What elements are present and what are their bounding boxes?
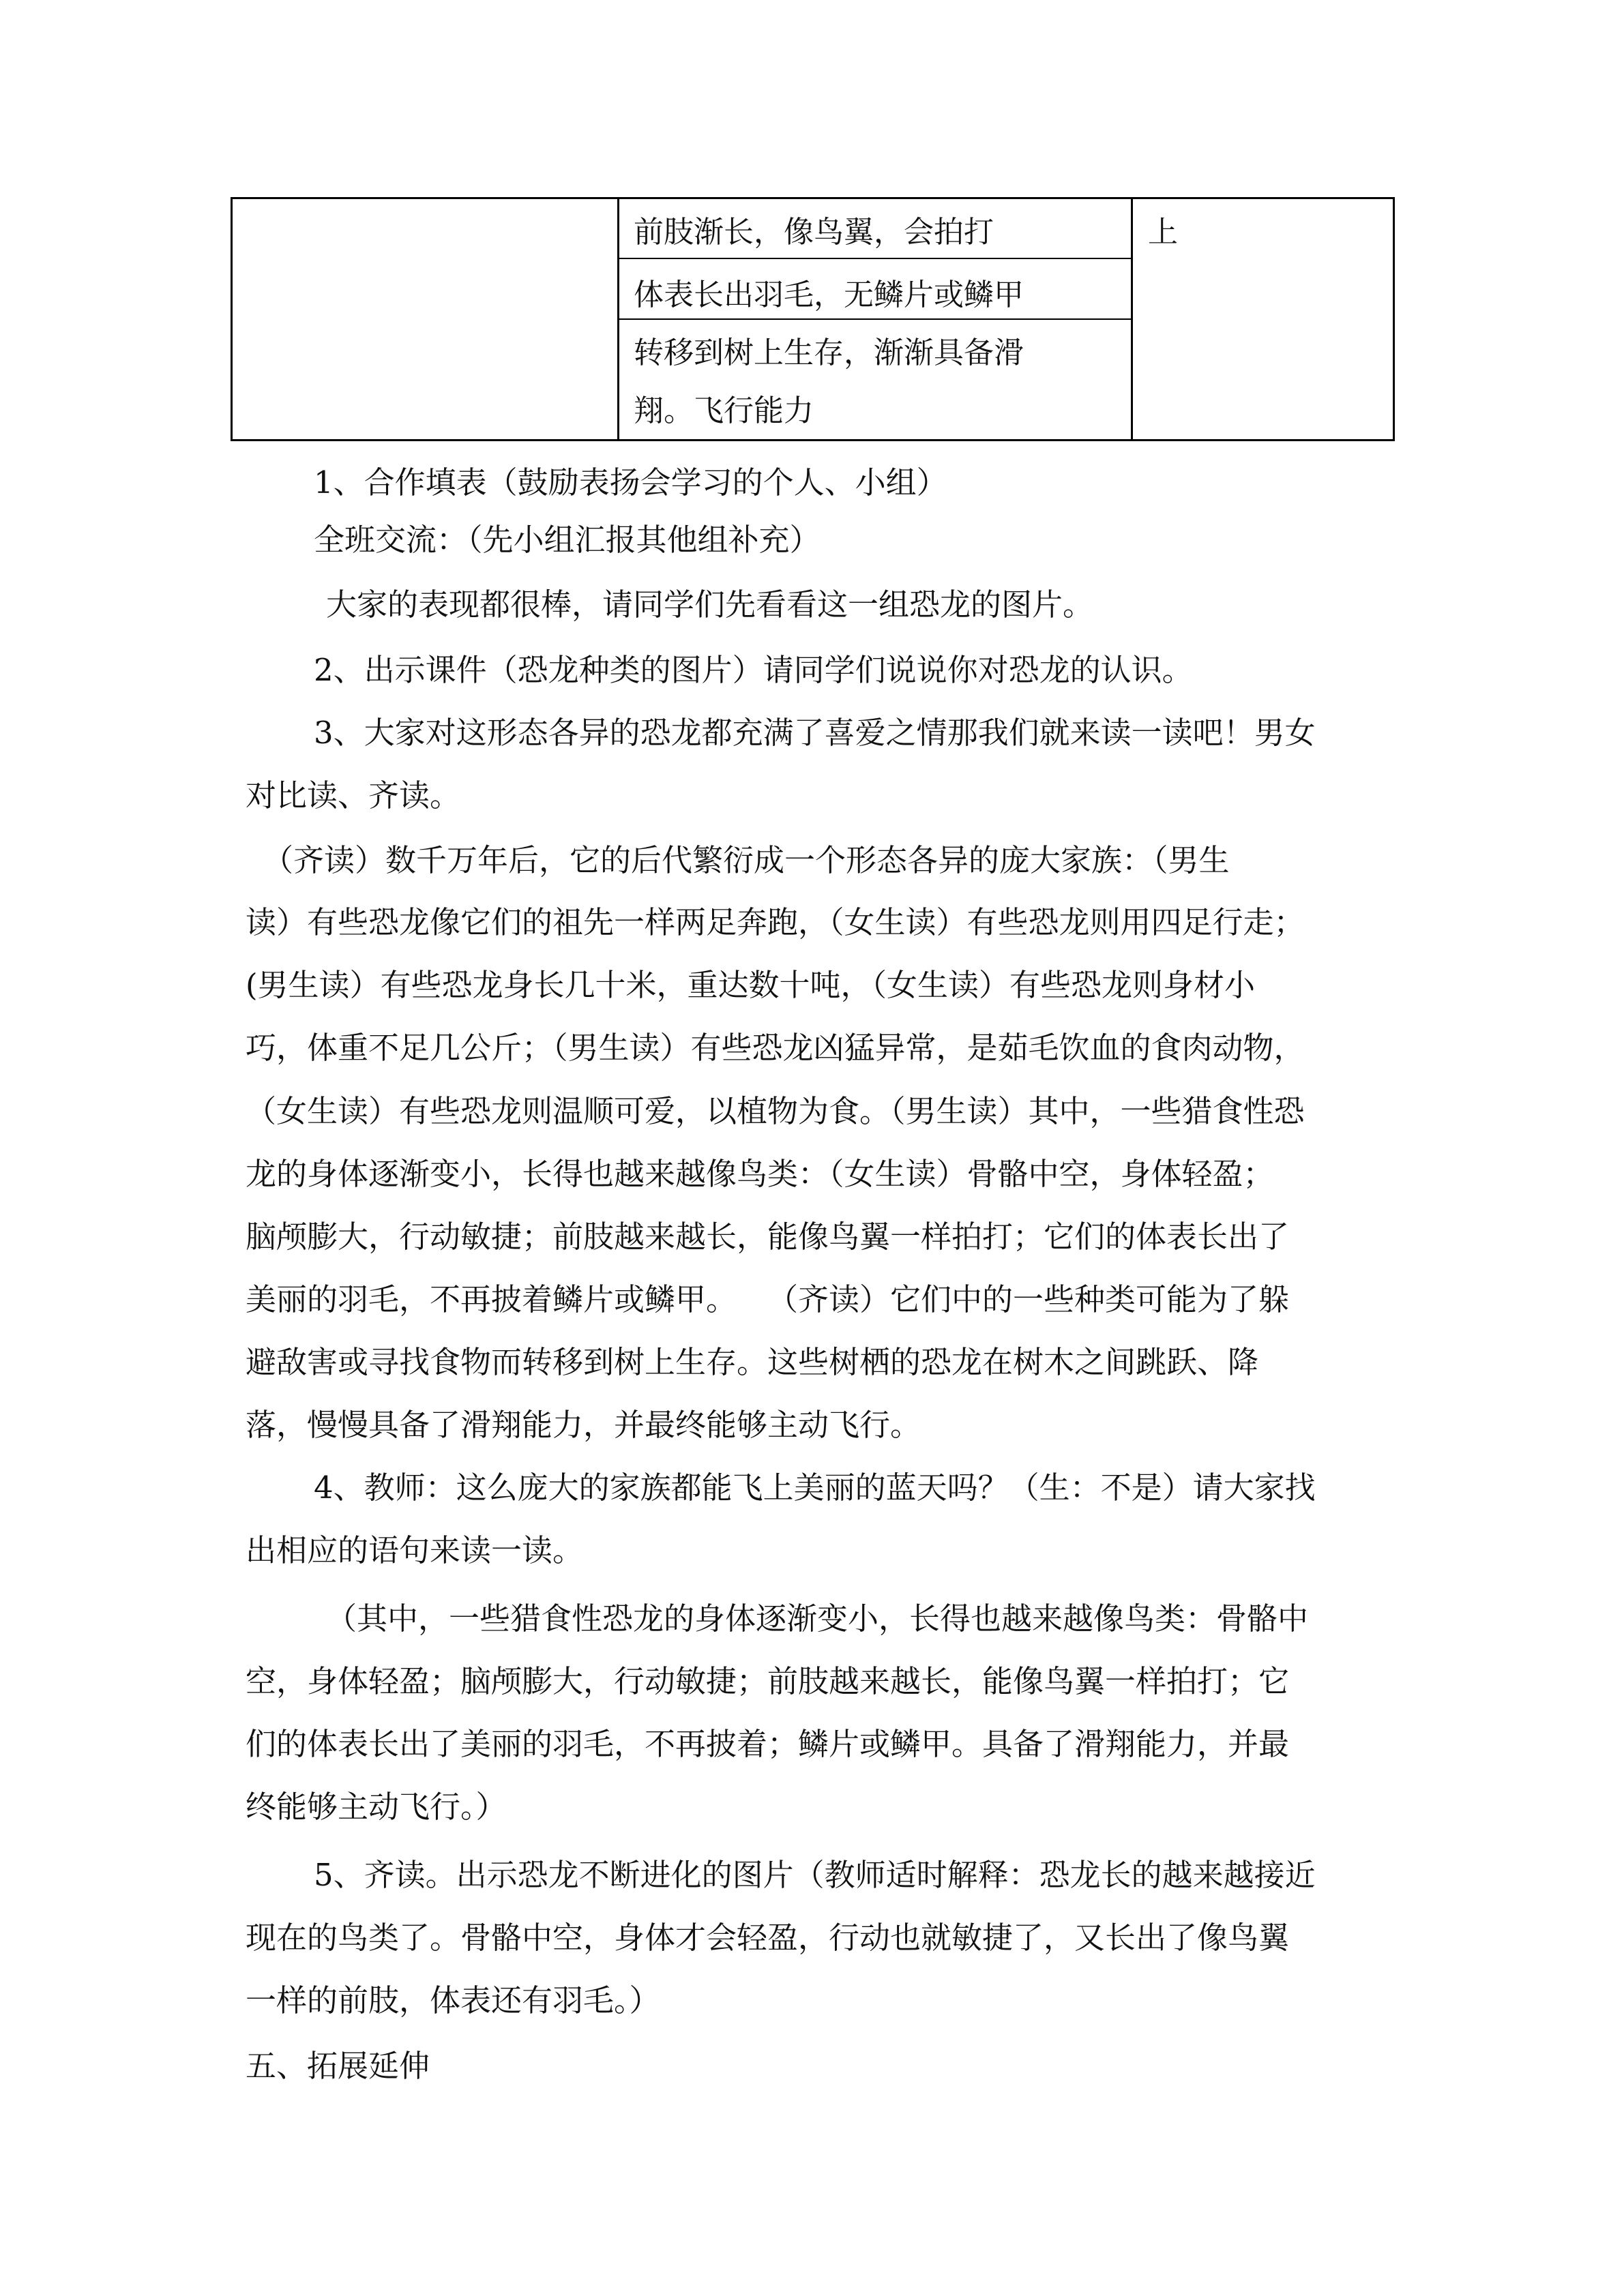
table-cell-right: 上 xyxy=(1148,215,1178,250)
table-cell-middle-2: 体表长出羽毛，无鳞片或鳞甲 xyxy=(634,278,1024,312)
table-row-divider-1 xyxy=(617,258,1133,259)
paragraph-2: 全班交流：（先小组汇报其他组补充） xyxy=(314,522,821,558)
paragraph-6-line-5: （女生读）有些恐龙则温顺可爱，以植物为食。（男生读）其中，一些猎食性恐 xyxy=(246,1093,1305,1129)
paragraph-6-line-6: 龙的身体逐渐变小，长得也越来越像鸟类：（女生读）骨骼中空，身体轻盈； xyxy=(246,1156,1274,1192)
paragraph-5-line-2: 对比读、齐读。 xyxy=(246,777,461,814)
paragraph-9-line-2: 现在的鸟类了。骨骼中空，身体才会轻盈，行动也就敏捷了，又长出了像鸟翼 xyxy=(246,1920,1290,1956)
table-row-divider-2 xyxy=(617,318,1133,320)
paragraph-8-line-3: 们的体表长出了美丽的羽毛，不再披着；鳞片或鳞甲。具备了滑翔能力，并最 xyxy=(246,1726,1290,1762)
paragraph-1: 1、合作填表（鼓励表扬会学习的个人、小组） xyxy=(314,464,947,501)
paragraph-6-line-4: 巧，体重不足几公斤；（男生读）有些恐龙凶猛异常，是茹毛饮血的食肉动物， xyxy=(246,1030,1305,1066)
paragraph-6-line-7: 脑颅膨大，行动敏捷；前肢越来越长，能像鸟翼一样拍打；它们的体表长出了 xyxy=(246,1219,1290,1255)
paragraph-7-line-1: 4、教师：这么庞大的家族都能飞上美丽的蓝天吗？（生：不是）请大家找 xyxy=(314,1470,1316,1506)
table-cell-middle-1: 前肢渐长，像鸟翼，会拍打 xyxy=(634,215,994,250)
table-border-bottom xyxy=(231,439,1395,441)
paragraph-6-line-10: 落，慢慢具备了滑翔能力，并最终能够主动飞行。 xyxy=(246,1407,921,1443)
paragraph-5-line-1: 3、大家对这形态各异的恐龙都充满了喜爱之情那我们就来读一读吧！男女 xyxy=(314,715,1316,751)
table-border-right xyxy=(1393,197,1395,441)
paragraph-8-line-1: （其中，一些猎食性恐龙的身体逐渐变小，长得也越来越像鸟类：骨骼中 xyxy=(326,1600,1309,1637)
paragraph-6-line-2: 读）有些恐龙像它们的祖先一样两足奔跑，（女生读）有些恐龙则用四足行走； xyxy=(246,904,1305,940)
paragraph-4: 2、出示课件（恐龙种类的图片）请同学们说说你对恐龙的认识。 xyxy=(314,652,1193,688)
table-cell-middle-4: 翔。飞行能力 xyxy=(634,393,814,428)
paragraph-8-line-2: 空，身体轻盈；脑颅膨大，行动敏捷；前肢越来越长，能像鸟翼一样拍打；它 xyxy=(246,1663,1290,1699)
paragraph-8-line-4: 终能够主动飞行。） xyxy=(246,1789,507,1825)
paragraph-3: 大家的表现都很棒，请同学们先看看这一组恐龙的图片。 xyxy=(326,586,1094,623)
paragraph-7-line-2: 出相应的语句来读一读。 xyxy=(246,1532,584,1568)
table-border-left xyxy=(231,197,233,441)
paragraph-9-line-3: 一样的前肢，体表还有羽毛。） xyxy=(246,1982,660,2018)
table-cell-middle-3: 转移到树上生存，渐渐具备滑 xyxy=(634,336,1024,370)
evolution-table xyxy=(231,197,1395,441)
table-border-top xyxy=(231,197,1395,199)
paragraph-6-line-8: 美丽的羽毛，不再披着鳞片或鳞甲。 （齐读）它们中的一些种类可能为了躲 xyxy=(246,1281,1290,1317)
paragraph-6-line-9: 避敌害或寻找食物而转移到树上生存。这些树栖的恐龙在树木之间跳跃、降 xyxy=(246,1344,1259,1380)
section-heading-extension: 五、拓展延伸 xyxy=(246,2048,430,2084)
paragraph-6-line-3: (男生读）有些恐龙身长几十米，重达数十吨，（女生读）有些恐龙则身材小 xyxy=(246,967,1256,1003)
paragraph-9-line-1: 5、齐读。出示恐龙不断进化的图片（教师适时解释：恐龙长的越来越接近 xyxy=(314,1857,1316,1893)
paragraph-6-line-1: （齐读）数千万年后，它的后代繁衍成一个形态各异的庞大家族：（男生 xyxy=(263,842,1230,878)
